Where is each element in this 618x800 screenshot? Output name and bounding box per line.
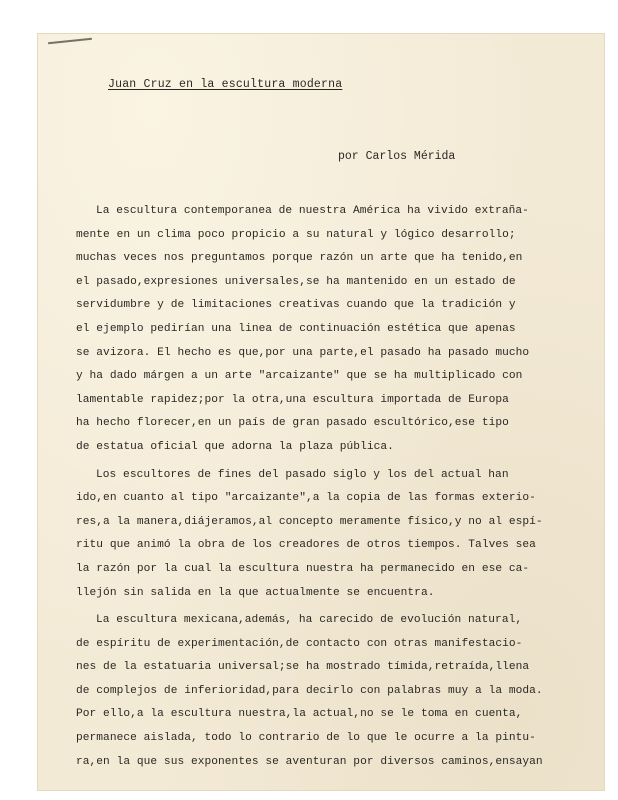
text-line: de espíritu de experimentación,de contacto con otras manifestacio- xyxy=(76,637,523,650)
pen-mark xyxy=(48,38,92,45)
text-line: llejón sin salida en la que actualmente se encuentra. xyxy=(76,586,435,599)
text-line: permanece aislada, todo lo contrario de lo que le ocurre a la pintu- xyxy=(76,732,536,745)
text-line: ra,en la que sus exponentes se aventuran por diversos caminos,ensayan xyxy=(76,755,543,768)
text-line: mente en un clima poco propicio a su natural y lógico desarrollo; xyxy=(76,228,516,241)
text-line: nes de la estatuaria universal;se ha mostrado tímida,retraída,llena xyxy=(76,661,530,674)
text-line: Por ello,a la escultura nuestra,la actual,no se le toma en cuenta, xyxy=(76,708,523,721)
text-line: Los escultores de fines del pasado siglo y los del actual han xyxy=(96,468,509,481)
text-line: y ha dado márgen a un arte "arcaizante" que se ha multiplicado con xyxy=(76,370,523,383)
text-line: la razón por la cual la escultura nuestra ha permanecido en ese ca- xyxy=(76,562,530,575)
document-title: Juan Cruz en la escultura moderna xyxy=(108,78,343,91)
text-line: servidumbre y de limitaciones creativas cuando que la tradición y xyxy=(76,299,516,312)
text-line: La escultura contemporanea de nuestra América ha vivido extraña- xyxy=(96,205,529,217)
text-line: de complejos de inferioridad,para decirlo con palabras muy a la moda. xyxy=(76,684,543,697)
text-line: ido,en cuanto al tipo "arcaizante",a la copia de las formas exterio- xyxy=(76,492,536,505)
text-line: ritu que animó la obra de los creadores de otros tiempos. Talves sea xyxy=(76,539,536,552)
text-line: se avizora. El hecho es que,por una parte,el pasado ha pasado mucho xyxy=(76,346,530,359)
text-line: ha hecho florecer,en un país de gran pasado escultórico,ese tipo xyxy=(76,417,509,430)
text-line: muchas veces nos preguntamos porque razón un arte que ha tenido,en xyxy=(76,252,523,265)
text-line: La escultura mexicana,además, ha carecido de evolución natural, xyxy=(96,614,523,627)
text-line: el pasado,expresiones universales,se ha mantenido en un estado de xyxy=(76,275,516,288)
text-line: de estatua oficial que adorna la plaza pública. xyxy=(76,440,394,453)
text-line: res,a la manera,diájeramos,al concepto meramente físico,y no al espí- xyxy=(76,515,543,528)
typewritten-page xyxy=(38,34,604,790)
author-byline: por Carlos Mérida xyxy=(338,150,456,163)
text-line: lamentable rapidez;por la otra,una escultura importada de Europa xyxy=(76,393,509,406)
text-line: el ejemplo pedirían una linea de continuación estética que apenas xyxy=(76,322,516,335)
document-body xyxy=(76,200,596,774)
